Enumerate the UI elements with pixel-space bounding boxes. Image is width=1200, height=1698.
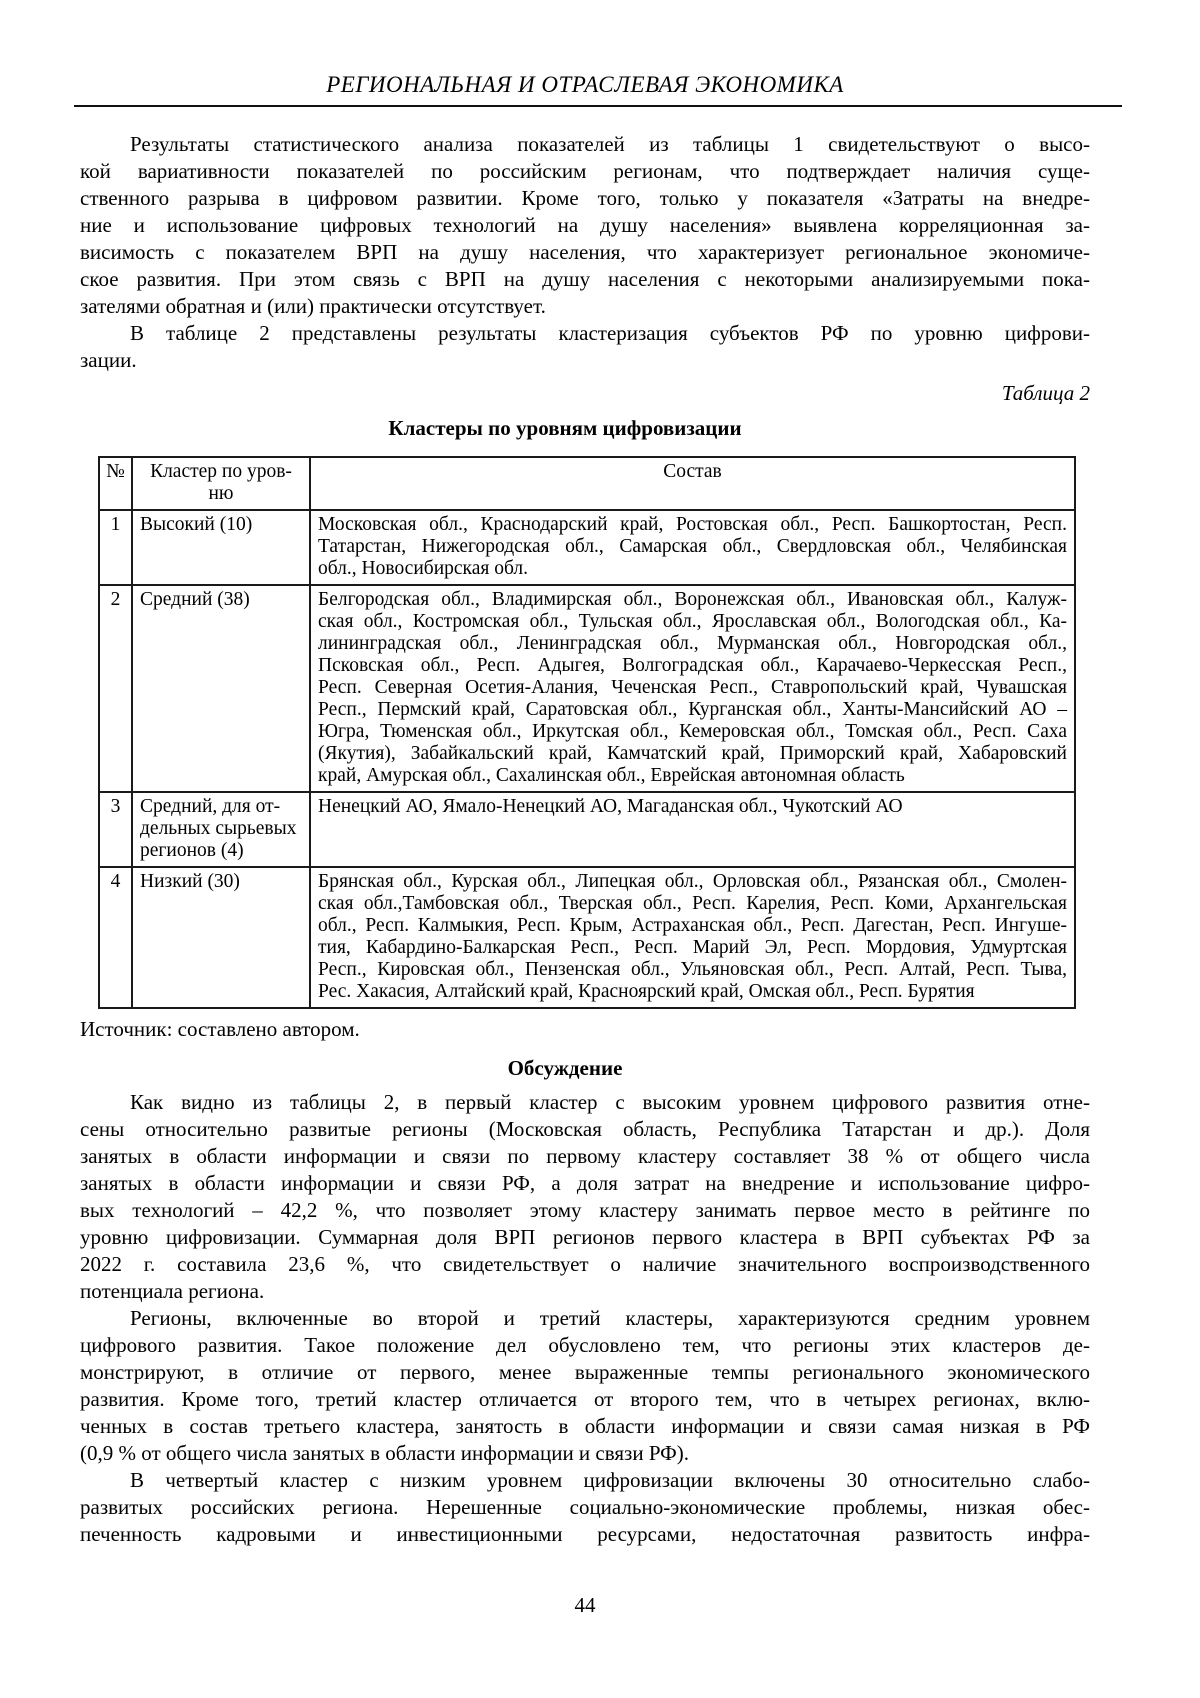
text-line: занятых в области информации и связи РФ, а доля затрат на внедрение и использование цифро-	[80, 1171, 1090, 1195]
text-line: ние и использование цифровых технологий на душу населения» выявлена корреляционная за-	[80, 213, 1090, 237]
header-cell-composition: Состав	[310, 457, 1075, 510]
text-line: вых технологий – 42,2 %, что позволяет этому кластеру занимать первое место в рейтинге по	[80, 1198, 1090, 1222]
text-line: обл., Новосибирская обл.	[318, 558, 529, 579]
header-rule	[74, 105, 1122, 107]
page-number: 44	[574, 1593, 596, 1617]
text-line: печенность кадровыми и инвестиционными ресурсами, недостаточная развитость инфра-	[80, 1522, 1090, 1546]
table-title: Кластеры по уровням цифровизации	[388, 416, 742, 440]
cell-row3-number: 3	[99, 792, 132, 867]
table-header-row	[99, 457, 1075, 510]
text-line: монстрируют, в отличие от первого, менее выраженные темпы регионального экономического	[80, 1360, 1090, 1384]
text-line: ченных в состав третьего кластера, занятость в области информации и связи самая низкая в РФ	[80, 1414, 1090, 1438]
text-line: Ненецкий АО, Ямало-Ненецкий АО, Магаданская обл., Чукотский АО	[318, 796, 903, 817]
text-line: обл., Респ. Калмыкия, Респ. Крым, Астраханская обл., Респ. Дагестан, Респ. Ингуше-	[318, 915, 1067, 936]
text-line: ственного разрыва в цифровом развитии. Кроме того, только у показателя «Затраты на внедре-	[80, 186, 1090, 210]
text-line: ское развития. При этом связь с ВРП на душу населения с некоторыми анализируемыми пока-	[80, 267, 1090, 291]
cell-row2-composition	[310, 585, 1075, 792]
source-note: Источник: составлено автором.	[80, 1017, 360, 1041]
text-line: край, Амурская обл., Сахалинская обл., Еврейская автономная область	[318, 765, 905, 786]
text-line: развития. Кроме того, третий кластер отличается от второго тем, что в четырех регионах, вклю-	[80, 1387, 1090, 1411]
paragraph-discussion-1	[80, 1089, 1090, 1305]
cell-row4-composition	[310, 867, 1075, 1008]
text-line: ская обл., Костромская обл., Тульская обл., Ярославская обл., Вологодская обл., Ка-	[318, 611, 1067, 632]
text-line: сены относительно развитые регионы (Московская область, Республика Татарстан и др.). Доля	[80, 1117, 1090, 1141]
cell-row1-number: 1	[99, 510, 132, 585]
table-head	[99, 457, 1075, 510]
text-line: 2022 г. составила 23,6 %, что свидетельствует о наличие значительного воспроизводственного	[80, 1252, 1090, 1276]
text-line: Белгородская обл., Владимирская обл., Воронежская обл., Ивановская обл., Калуж-	[318, 589, 1067, 610]
cell-row3-cluster	[132, 792, 310, 867]
paragraph-discussion-2	[80, 1305, 1090, 1467]
text-line: занятых в области информации и связи по первому кластеру составляет 38 % от общего числа	[80, 1144, 1090, 1168]
paragraph-intro-2	[80, 320, 1090, 374]
text-line: Московская обл., Краснодарский край, Ростовская обл., Респ. Башкортостан, Респ.	[318, 514, 1067, 535]
text-line: Татарстан, Нижегородская обл., Самарская обл., Свердловская обл., Челябинская	[318, 536, 1067, 557]
text-line: Высокий (10)	[140, 514, 253, 535]
cell-row2-cluster	[132, 585, 310, 792]
table-caption: Таблица 2	[1001, 381, 1090, 405]
text-line: зации.	[80, 348, 137, 372]
table-body	[99, 510, 1075, 1008]
cell-row1-composition	[310, 510, 1075, 585]
text-line: висимость с показателем ВРП на душу населения, что характеризует региональное экономиче-	[80, 240, 1090, 264]
discussion-heading: Обсуждение	[507, 1056, 623, 1080]
cell-row4-number: 4	[99, 867, 132, 1008]
table-row-cluster-2	[99, 585, 1075, 792]
text-line: Результаты статистического анализа показателей из таблицы 1 свидетельствуют о высо-	[130, 132, 1090, 156]
text-line: цифрового развития. Такое положение дел обусловлено тем, что регионы этих кластеров де-	[80, 1333, 1090, 1357]
text-line: тия, Кабардино-Балкарская Респ., Респ. Марий Эл, Респ. Мордовия, Удмуртская	[318, 937, 1067, 958]
text-line: В таблице 2 представлены результаты кластеризация субъектов РФ по уровню цифрови-	[130, 321, 1090, 345]
text-line: Кластер по уров-	[150, 461, 292, 482]
journal-section-title: РЕГИОНАЛЬНАЯ И ОТРАСЛЕВАЯ ЭКОНОМИКА	[326, 72, 844, 97]
text-line: Низкий (30)	[140, 871, 240, 892]
clusters-table	[98, 456, 1076, 1009]
text-line: Регионы, включенные во второй и третий кластеры, характеризуются средним уровнем	[130, 1306, 1090, 1330]
text-line: ню	[208, 483, 234, 504]
cell-row1-cluster	[132, 510, 310, 585]
text-line: Респ., Пермский край, Саратовская обл., Курганская обл., Ханты-Мансийский АО –	[318, 699, 1067, 720]
table-row-cluster-1	[99, 510, 1075, 585]
text-line: Респ., Кировская обл., Пензенская обл., Ульяновская обл., Респ. Алтай, Респ. Тыва,	[318, 959, 1067, 980]
text-line: зателями обратная и (или) практически отсутствует.	[80, 294, 546, 318]
text-line: Средний (38)	[140, 589, 250, 610]
text-line: Как видно из таблицы 2, в первый кластер с высоким уровнем цифрового развития отне-	[130, 1090, 1090, 1114]
table-row-cluster-3	[99, 792, 1075, 867]
page-header	[80, 72, 1090, 107]
text-line: Рес. Хакасия, Алтайский край, Красноярский край, Омская обл., Респ. Бурятия	[318, 981, 975, 1002]
text-line: регионов (4)	[140, 840, 244, 861]
text-line: Средний, для от-	[140, 796, 281, 817]
text-line: развитых российских региона. Нерешенные социально-экономические проблемы, низкая обес-	[80, 1495, 1090, 1519]
article-body	[80, 131, 1090, 1548]
text-line: потенциала региона.	[80, 1279, 265, 1303]
text-line: В четвертый кластер с низким уровнем цифровизации включены 30 относительно слабо-	[130, 1468, 1090, 1492]
text-line: уровню цифровизации. Суммарная доля ВРП регионов первого кластера в ВРП субъектах РФ за	[80, 1225, 1090, 1249]
text-line: кой вариативности показателей по российским регионам, что подтверждает наличия суще-	[80, 159, 1090, 183]
text-line: дельных сырьевых	[140, 818, 297, 839]
text-line: лининградская обл., Ленинградская обл., Мурманская обл., Новгородская обл.,	[318, 633, 1067, 654]
paragraph-intro-1	[80, 131, 1090, 320]
paragraph-discussion-3	[80, 1467, 1090, 1548]
header-cell-number: №	[99, 457, 132, 510]
text-line: Респ. Северная Осетия-Алания, Чеченская Респ., Ставропольский край, Чувашская	[318, 677, 1067, 698]
header-cell-cluster	[132, 457, 310, 510]
text-line: Югра, Тюменская обл., Иркутская обл., Кемеровская обл., Томская обл., Респ. Саха	[318, 721, 1067, 742]
text-line: Брянская обл., Курская обл., Липецкая обл., Орловская обл., Рязанская обл., Смолен-	[318, 871, 1067, 892]
cell-row4-cluster	[132, 867, 310, 1008]
text-line: (0,9 % от общего числа занятых в области информации и связи РФ).	[80, 1441, 689, 1465]
table-row-cluster-4	[99, 867, 1075, 1008]
text-line: ская обл.,Тамбовская обл., Тверская обл., Респ. Карелия, Респ. Коми, Архангельская	[318, 893, 1067, 914]
text-line: (Якутия), Забайкальский край, Камчатский край, Приморский край, Хабаровский	[318, 743, 1067, 764]
cell-row3-composition	[310, 792, 1075, 867]
cell-row2-number: 2	[99, 585, 132, 792]
text-line: Псковская обл., Респ. Адыгея, Волгоградская обл., Карачаево-Черкесская Респ.,	[318, 655, 1067, 676]
